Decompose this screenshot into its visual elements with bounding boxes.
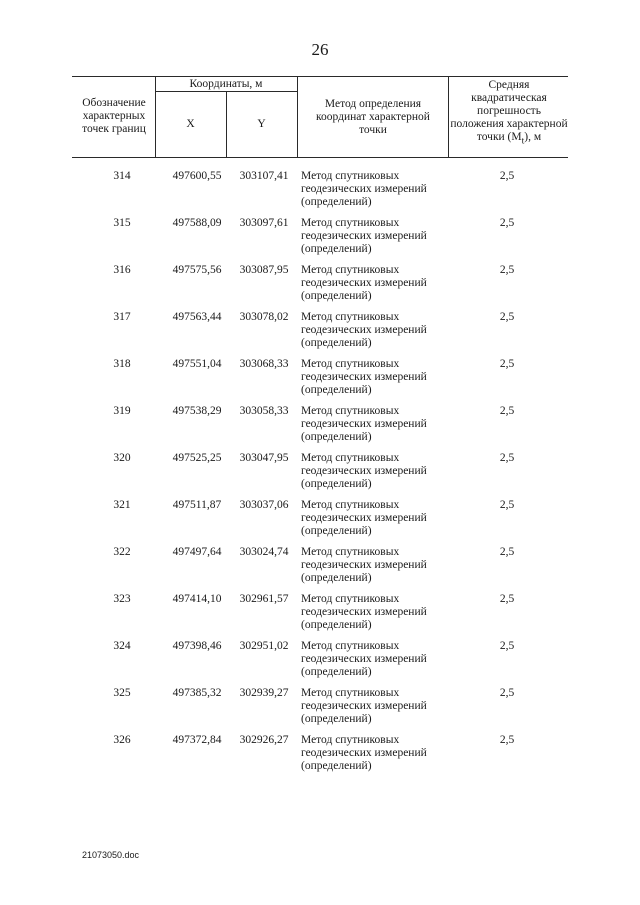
header-method: Метод определения координат характерной точки [316, 98, 430, 136]
accuracy-value: 2,5 [499, 358, 515, 370]
table-row [72, 217, 568, 264]
point-number: 319 [113, 405, 131, 417]
accuracy-value: 2,5 [499, 405, 515, 417]
table-row [72, 593, 568, 640]
table-row [72, 358, 568, 405]
coord-x: 497414,10 [172, 593, 222, 605]
accuracy-value: 2,5 [499, 217, 515, 229]
point-number: 326 [113, 734, 131, 746]
coord-y: 302951,02 [239, 640, 289, 652]
table-row [72, 264, 568, 311]
accuracy-value: 2,5 [499, 687, 515, 699]
coord-x: 497551,04 [172, 358, 222, 370]
coord-y: 303037,06 [239, 499, 289, 511]
page-number: 26 [311, 40, 329, 59]
coord-y: 302926,27 [239, 734, 289, 746]
coord-x: 497575,56 [172, 264, 222, 276]
coord-x: 497398,46 [172, 640, 222, 652]
point-number: 325 [113, 687, 131, 699]
table-row [72, 640, 568, 687]
accuracy-value: 2,5 [499, 640, 515, 652]
point-number: 320 [113, 452, 131, 464]
method-text: Метод спутниковых геодезических измерений (определений) [301, 640, 427, 678]
table-top-rule [72, 76, 568, 77]
table-row [72, 499, 568, 546]
coord-y: 303078,02 [239, 311, 289, 323]
table-body [72, 170, 568, 781]
point-number: 322 [113, 546, 131, 558]
coord-y: 302939,27 [239, 687, 289, 699]
table-row [72, 687, 568, 734]
method-text: Метод спутниковых геодезических измерений (определений) [301, 311, 427, 349]
coord-y: 302961,57 [239, 593, 289, 605]
point-number: 315 [113, 217, 131, 229]
coord-x: 497497,64 [172, 546, 222, 558]
accuracy-value: 2,5 [499, 734, 515, 746]
table-row [72, 452, 568, 499]
method-text: Метод спутниковых геодезических измерений (определений) [301, 217, 427, 255]
header-y: Y [257, 118, 266, 130]
accuracy-value: 2,5 [499, 499, 515, 511]
method-text: Метод спутниковых геодезических измерений (определений) [301, 358, 427, 396]
coord-x: 497525,25 [172, 452, 222, 464]
point-number: 316 [113, 264, 131, 276]
coord-y: 303047,95 [239, 452, 289, 464]
method-text: Метод спутниковых геодезических измерений (определений) [301, 593, 427, 631]
point-number: 321 [113, 499, 131, 511]
table-row [72, 405, 568, 452]
header-divider-3 [448, 76, 449, 158]
method-text: Метод спутниковых геодезических измерений (определений) [301, 546, 427, 584]
coord-x: 497385,32 [172, 687, 222, 699]
method-text: Метод спутниковых геодезических измерений (определений) [301, 405, 427, 443]
header-designation: Обозначение характерных точек границ [82, 97, 146, 135]
coord-x: 497538,29 [172, 405, 222, 417]
point-number: 323 [113, 593, 131, 605]
document-filename: 21073050.doc [82, 850, 140, 860]
table-row [72, 734, 568, 781]
header-x: X [186, 118, 195, 130]
coord-y: 303107,41 [239, 170, 289, 182]
accuracy-value: 2,5 [499, 593, 515, 605]
accuracy-value: 2,5 [499, 264, 515, 276]
coord-y: 303097,61 [239, 217, 289, 229]
point-number: 324 [113, 640, 131, 652]
header-divider-2 [297, 76, 298, 158]
header-coordinates: Координаты, м [189, 78, 263, 90]
method-text: Метод спутниковых геодезических измерений (определений) [301, 687, 427, 725]
coord-y: 303087,95 [239, 264, 289, 276]
method-text: Метод спутниковых геодезических измерений (определений) [301, 170, 427, 208]
method-text: Метод спутниковых геодезических измерений (определений) [301, 452, 427, 490]
coord-y: 303058,33 [239, 405, 289, 417]
header-bottom-rule [72, 157, 568, 158]
table-row [72, 170, 568, 217]
coord-x: 497563,44 [172, 311, 222, 323]
point-number: 317 [113, 311, 131, 323]
method-text: Метод спутниковых геодезических измерений (определений) [301, 499, 427, 537]
coord-x: 497588,09 [172, 217, 222, 229]
point-number: 314 [113, 170, 131, 182]
table-row [72, 311, 568, 358]
coord-x: 497600,55 [172, 170, 222, 182]
accuracy-value: 2,5 [499, 546, 515, 558]
method-text: Метод спутниковых геодезических измерений (определений) [301, 734, 427, 772]
coord-x: 497511,87 [172, 499, 222, 511]
method-text: Метод спутниковых геодезических измерений (определений) [301, 264, 427, 302]
coord-y: 303024,74 [239, 546, 289, 558]
accuracy-value: 2,5 [499, 170, 515, 182]
accuracy-value: 2,5 [499, 452, 515, 464]
coord-x: 497372,84 [172, 734, 222, 746]
coord-y: 303068,33 [239, 358, 289, 370]
point-number: 318 [113, 358, 131, 370]
table-row [72, 546, 568, 593]
header-accuracy: Средняя квадратическая погрешность положения характерной точки $(M_t)$, м [450, 79, 568, 147]
accuracy-value: 2,5 [499, 311, 515, 323]
